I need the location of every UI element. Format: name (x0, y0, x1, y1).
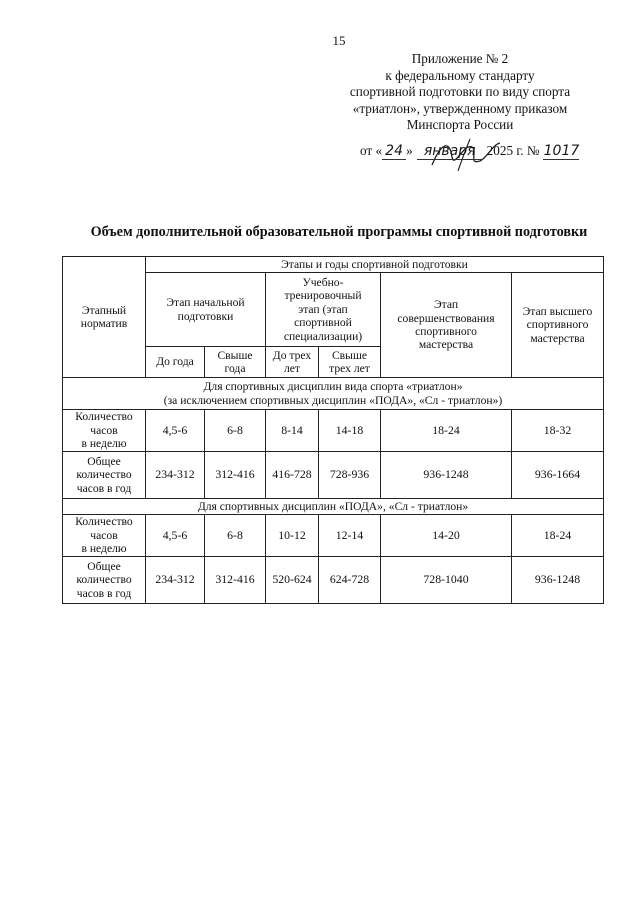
order-number: 1017 (543, 143, 580, 159)
row-label: Общее количество часов в год (63, 452, 146, 499)
header-sub-up-to-year: До года (146, 347, 205, 378)
value-cell: 416-728 (266, 452, 319, 499)
table-row (63, 515, 604, 557)
header-normative: Этапный норматив (63, 257, 146, 378)
value-cell: 8-14 (266, 410, 319, 452)
page-number: 15 (332, 33, 346, 48)
section-title: Для спортивных дисциплин вида спорта «триатлон» (за исключением спортивных дисциплин «ПОДА», «Сл - триатлон») (63, 378, 604, 410)
order-line (360, 143, 579, 160)
header-stage-initial: Этап начальной подготовки (146, 273, 266, 347)
value-cell: 6-8 (205, 515, 266, 557)
value-cell: 312-416 (205, 452, 266, 499)
value-cell: 14-20 (381, 515, 512, 557)
appendix-line: к федеральному стандарту (385, 67, 535, 83)
value-cell: 234-312 (146, 557, 205, 604)
header-sub-up-to-three: До трех лет (266, 347, 319, 378)
value-cell: 520-624 (266, 557, 319, 604)
header-stage-improvement: Этап совершенствования спортивного мастерства (381, 273, 512, 378)
appendix-line: Приложение № 2 (411, 51, 509, 66)
value-cell: 936-1664 (512, 452, 604, 499)
value-cell: 12-14 (319, 515, 381, 557)
value-cell: 18-24 (512, 515, 604, 557)
header-sub-over-three: Свыше трех лет (319, 347, 381, 378)
order-mid: » (406, 143, 413, 158)
order-year: 2025 г. № (486, 143, 540, 158)
value-cell: 728-936 (319, 452, 381, 499)
row-label: Количество часов в неделю (63, 410, 146, 452)
header-stages-group: Этапы и годы спортивной подготовки (146, 257, 604, 273)
appendix-line: «триатлон», утвержденному приказом (352, 100, 568, 116)
row-label: Количество часов в неделю (63, 515, 146, 557)
table-row (63, 452, 604, 499)
value-cell: 18-24 (381, 410, 512, 452)
order-prefix: от « (360, 143, 383, 158)
order-day: 24 (382, 143, 406, 160)
section-title: Для спортивных дисциплин «ПОДА», «Сл - триатлон» (63, 499, 604, 515)
value-cell: 624-728 (319, 557, 381, 604)
header-sub-over-year: Свыше года (205, 347, 266, 378)
header-stage-training: Учебно- тренировочный этап (этап спортивной специализации) (266, 273, 381, 347)
value-cell: 18-32 (512, 410, 604, 452)
table-row (63, 557, 604, 604)
value-cell: 936-1248 (381, 452, 512, 499)
value-cell: 234-312 (146, 452, 205, 499)
value-cell: 936-1248 (512, 557, 604, 604)
document-title: Объем дополнительной образовательной программы спортивной подготовки (90, 224, 588, 240)
appendix-header (310, 51, 610, 134)
appendix-line: Минспорта России (406, 117, 514, 132)
standards-table (62, 256, 604, 604)
value-cell: 6-8 (205, 410, 266, 452)
value-cell: 728-1040 (381, 557, 512, 604)
table-row (63, 410, 604, 452)
value-cell: 312-416 (205, 557, 266, 604)
value-cell: 4,5-6 (146, 410, 205, 452)
appendix-line: спортивной подготовки по виду спорта (349, 84, 571, 99)
value-cell: 10-12 (266, 515, 319, 557)
header-stage-highest: Этап высшего спортивного мастерства (512, 273, 604, 378)
value-cell: 14-18 (319, 410, 381, 452)
value-cell: 4,5-6 (146, 515, 205, 557)
row-label: Общее количество часов в год (63, 557, 146, 604)
order-month: января (417, 143, 483, 160)
